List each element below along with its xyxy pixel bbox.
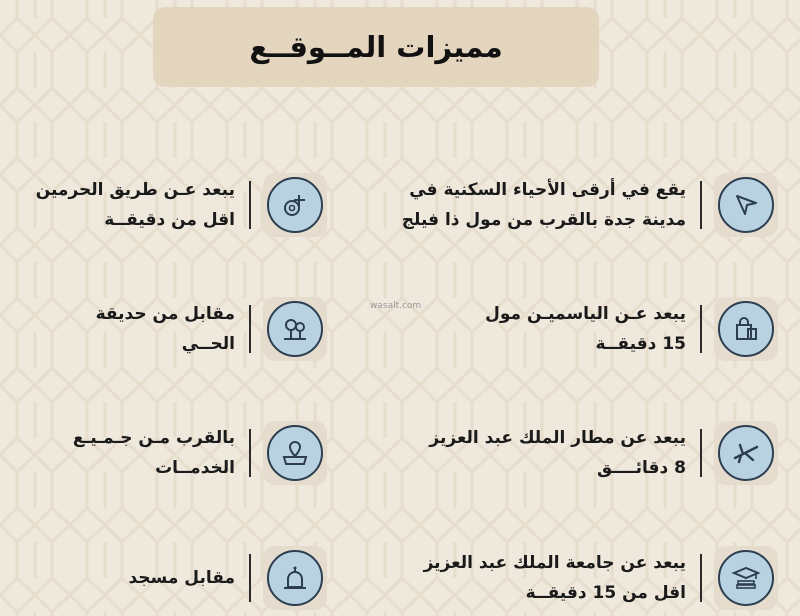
feature-mosque [128, 546, 327, 610]
feature-airport [429, 421, 778, 485]
airplane-icon [718, 425, 774, 481]
feature-line: بالقرب مـن جـمـيـع [72, 428, 235, 448]
icon-tile [714, 421, 778, 485]
shopping-bag-icon [718, 301, 774, 357]
feature-park [96, 297, 327, 361]
trees-icon [267, 301, 323, 357]
feature-text [402, 175, 686, 235]
feature-line: مقابل من حديقة [95, 304, 235, 324]
feature-text [96, 299, 235, 359]
icon-tile [263, 297, 327, 361]
feature-text [73, 423, 235, 483]
feature-line: يبعد عـن طريق الحرمين [35, 180, 235, 200]
feature-text [36, 175, 235, 235]
feature-line: مقابل مسجد [128, 568, 235, 588]
feature-line: اقل من دقيقــة [104, 210, 235, 230]
feature-mall [485, 297, 778, 361]
mosque-icon [267, 550, 323, 606]
feature-university [424, 546, 778, 610]
divider [249, 429, 251, 477]
feature-line: الخدمــات [155, 458, 235, 478]
divider [249, 554, 251, 602]
icon-tile [714, 297, 778, 361]
feature-line: يبعد عـن الياسميـن مول [485, 304, 686, 324]
feature-line: يبعد عن جامعة الملك عبد العزيز [423, 553, 686, 573]
divider [249, 305, 251, 353]
title-banner [153, 7, 599, 87]
navigation-arrow-icon [718, 177, 774, 233]
divider [700, 305, 702, 353]
watermark: wasalt.com [370, 301, 422, 311]
divider [700, 181, 702, 229]
feature-line: الحــي [181, 334, 235, 354]
divider [700, 554, 702, 602]
divider [249, 181, 251, 229]
feature-line: 8 دقائــــق [597, 458, 686, 478]
map-pin-icon [267, 425, 323, 481]
feature-line: 15 دقيقــة [595, 334, 686, 354]
road-icon [267, 177, 323, 233]
feature-line: يقع في أرقى الأحياء السكنية في [409, 180, 686, 200]
feature-text [429, 423, 686, 483]
feature-text [485, 299, 686, 359]
icon-tile [714, 546, 778, 610]
feature-services [73, 421, 327, 485]
icon-tile [263, 546, 327, 610]
icon-tile [263, 421, 327, 485]
feature-text [128, 563, 235, 593]
feature-line: يبعد عن مطار الملك عبد العزيز [429, 428, 686, 448]
feature-line: اقل من 15 دقيقــة [525, 583, 686, 603]
icon-tile [714, 173, 778, 237]
feature-location [402, 173, 778, 237]
icon-tile [263, 173, 327, 237]
page-title: مميزات المــوقــع [249, 30, 503, 64]
feature-line: مدينة جدة بالقرب من مول ذا فيلج [401, 210, 686, 230]
feature-text [424, 548, 686, 608]
divider [700, 429, 702, 477]
feature-haramain-road [36, 173, 327, 237]
graduation-cap-icon [718, 550, 774, 606]
